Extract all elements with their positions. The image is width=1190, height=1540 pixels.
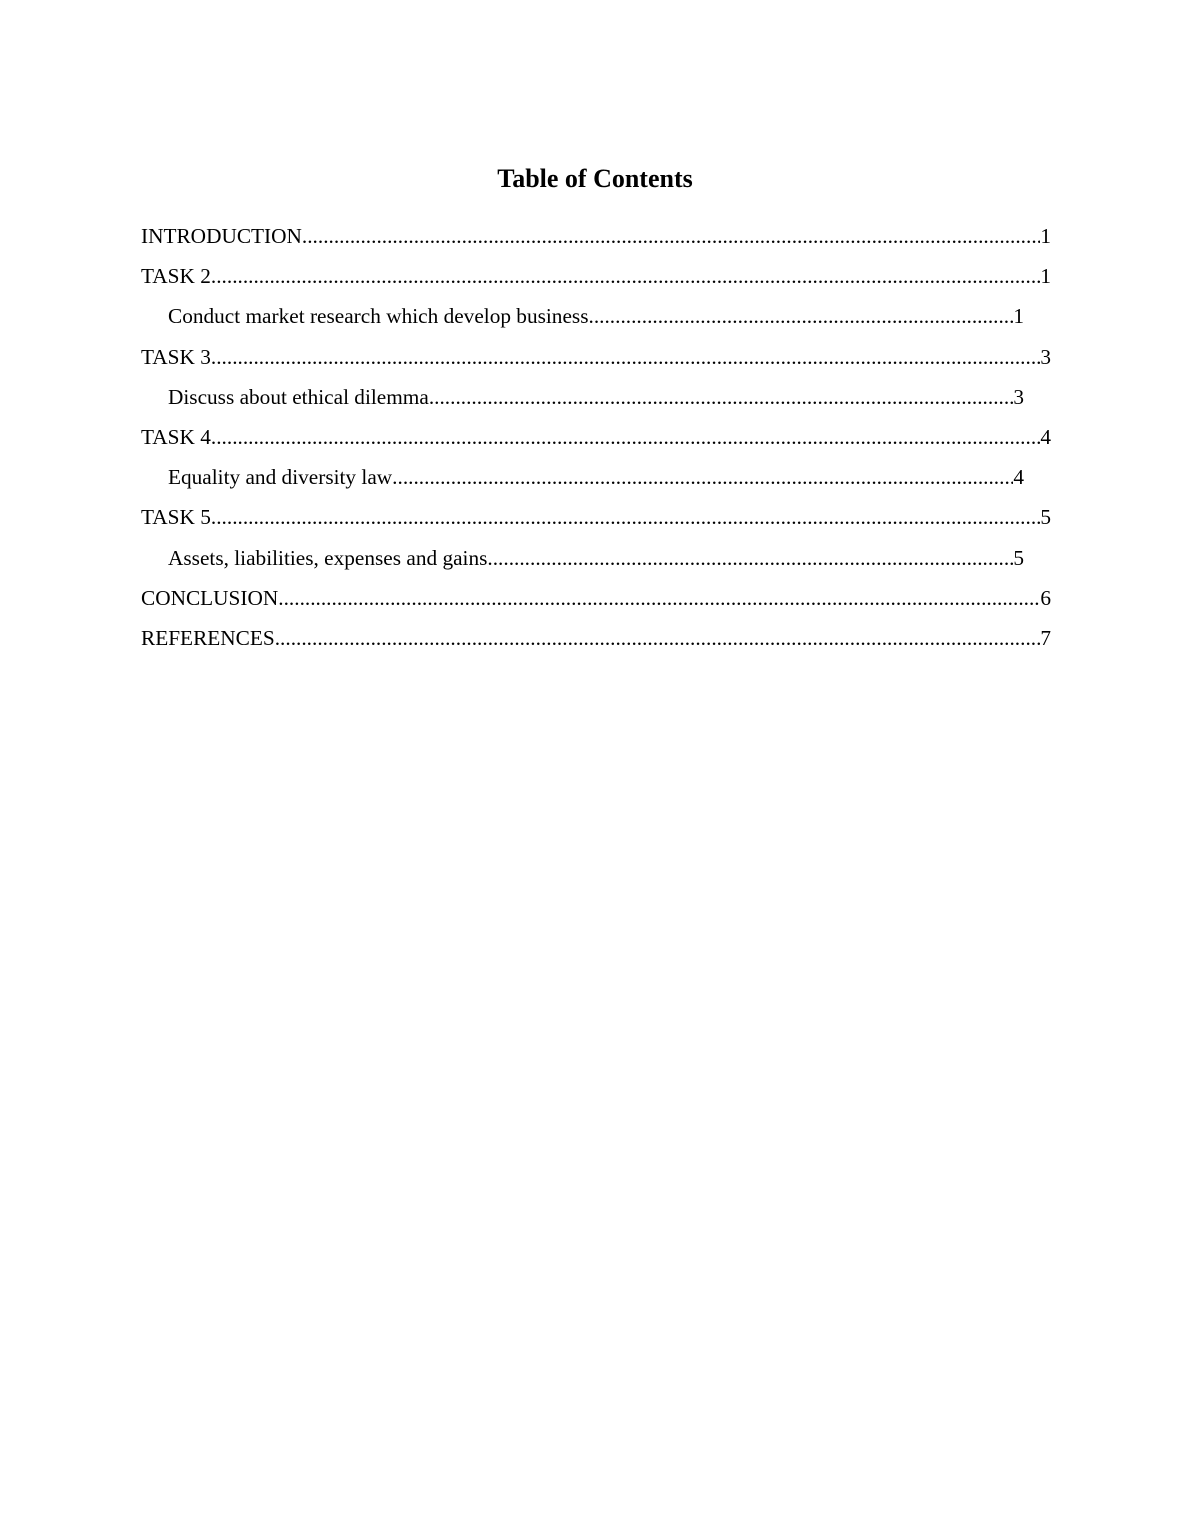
toc-page-number: 5 [1013, 545, 1024, 570]
toc-page-number: 3 [1013, 384, 1024, 409]
toc-dot-leader [302, 221, 1040, 251]
toc-entry-label[interactable]: INTRODUCTION [141, 224, 302, 248]
toc-entry-task-3[interactable] [141, 342, 1051, 382]
toc-dot-leader [278, 583, 1040, 613]
toc-entry-label[interactable]: CONCLUSION [141, 585, 279, 610]
toc-title: Table of Contents [497, 164, 693, 193]
toc-entry-task-2[interactable] [141, 261, 1051, 301]
toc-entry-label[interactable]: TASK 5 [141, 505, 211, 530]
toc-entry-label[interactable]: TASK 4 [141, 424, 211, 449]
toc-entry-assets-liabilities[interactable] [141, 543, 1051, 583]
toc-page-number: 5 [1040, 505, 1051, 530]
toc-entry-conclusion[interactable] [141, 583, 1051, 623]
toc-dot-leader [487, 543, 1013, 573]
toc-dot-leader [211, 502, 1040, 532]
toc-page-number: 4 [1040, 424, 1051, 449]
toc-dot-leader [392, 462, 1013, 492]
toc-page-number: 1 [1040, 264, 1051, 289]
toc-page-number: 1 [1013, 304, 1024, 329]
toc-page-number: 3 [1040, 344, 1051, 369]
toc-entry-label[interactable]: Discuss about ethical dilemma [168, 384, 429, 409]
toc-entry-label[interactable]: Assets, liabilities, expenses and gains [168, 545, 488, 570]
toc-entry-label[interactable]: Equality and diversity law [168, 465, 393, 490]
toc-dot-leader [211, 342, 1040, 372]
toc-entry-label[interactable]: Conduct market research which develop business [168, 304, 589, 329]
toc-dot-leader [211, 422, 1040, 452]
toc-dot-leader [275, 623, 1041, 653]
toc-dot-leader [429, 382, 1014, 412]
toc-page-number: 6 [1040, 585, 1051, 610]
toc-entry-task-4[interactable] [141, 422, 1051, 462]
toc-entry-label[interactable]: REFERENCES [141, 625, 275, 650]
toc-dot-leader [211, 261, 1040, 291]
toc-page-number: 1 [1040, 224, 1051, 248]
toc-page-number: 7 [1040, 625, 1051, 650]
toc-entry-equality-diversity[interactable] [141, 462, 1051, 502]
toc-entry-market-research[interactable] [141, 301, 1051, 341]
toc-entry-label[interactable]: TASK 2 [141, 264, 211, 289]
toc-entry-ethical-dilemma[interactable] [141, 382, 1051, 422]
toc-page-number: 4 [1013, 465, 1024, 490]
toc-entry-introduction[interactable] [141, 221, 1051, 261]
toc-list [141, 221, 1051, 663]
toc-entry-task-5[interactable] [141, 502, 1051, 542]
toc-entry-references[interactable] [141, 623, 1051, 663]
toc-entry-label[interactable]: TASK 3 [141, 344, 211, 369]
toc-dot-leader [589, 301, 1014, 331]
